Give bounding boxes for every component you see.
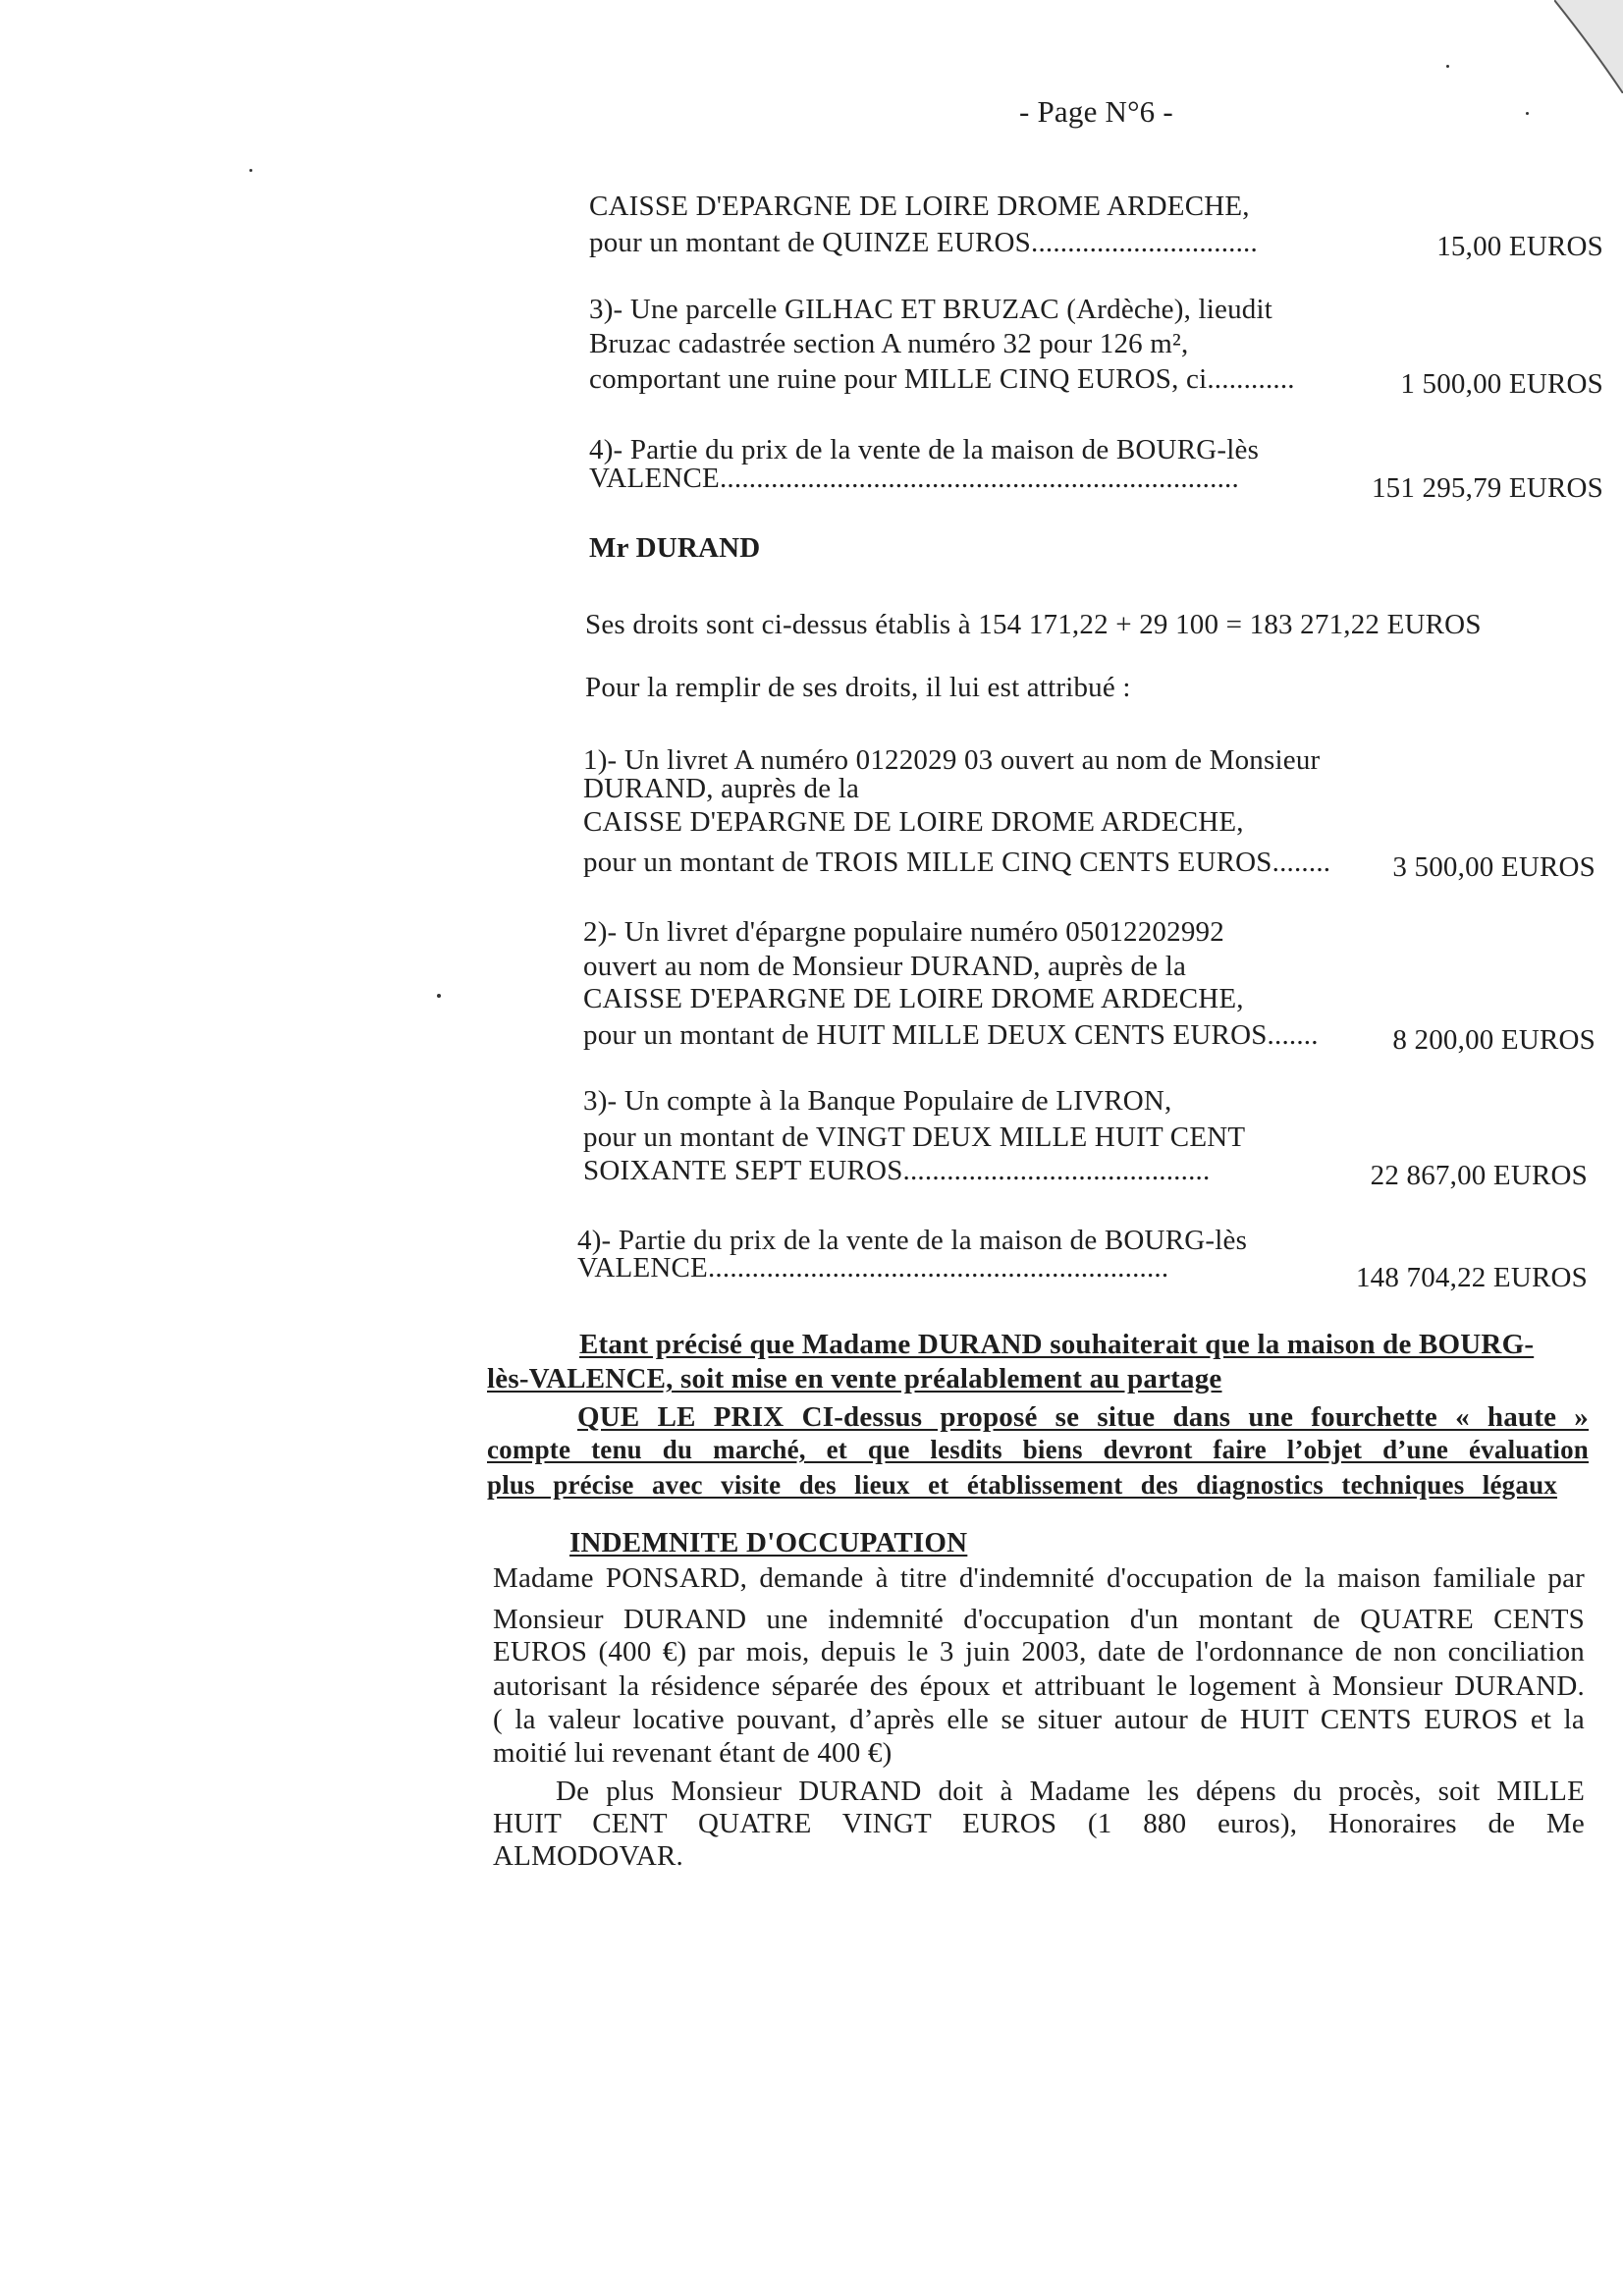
scan-speck <box>1526 112 1529 115</box>
note-line: QUE LE PRIX CI-dessus proposé se situe dans une fourchette « haute » <box>577 1401 1589 1433</box>
item-line: comportant une ruine pour MILLE CINQ EUROS, ci............ <box>589 363 1295 395</box>
attribution-line: Pour la remplir de ses droits, il lui est attribué : <box>585 672 1131 703</box>
amount-value: 151 295,79 EUROS <box>1371 472 1603 504</box>
paragraph-line: ALMODOVAR. <box>493 1840 684 1872</box>
paragraph-line: moitié lui revenant étant de 400 €) <box>493 1737 893 1769</box>
amount-value: 22 867,00 EUROS <box>1370 1160 1588 1191</box>
page-number: - Page N°6 - <box>1019 94 1173 129</box>
section-heading: Mr DURAND <box>589 532 761 564</box>
bank-name: CAISSE D'EPARGNE DE LOIRE DROME ARDECHE, <box>589 191 1250 222</box>
note-line: lès-VALENCE, soit mise en vente préalablement au partage <box>487 1363 1222 1394</box>
note-line: plus précise avec visite des lieux et établissement des diagnostics techniques légaux <box>487 1470 1557 1500</box>
amount-value: 15,00 EUROS <box>1436 231 1603 262</box>
paragraph-line: Monsieur DURAND une indemnité d'occupation d'un montant de QUATRE CENTS <box>493 1604 1585 1635</box>
paragraph-line: EUROS (400 €) par mois, depuis le 3 juin 2003, date de l'ordonnance de non conciliation <box>493 1636 1585 1667</box>
item-line: CAISSE D'EPARGNE DE LOIRE DROME ARDECHE, <box>583 983 1244 1014</box>
item-line: 3)- Une parcelle GILHAC ET BRUZAC (Ardèche), lieudit <box>589 294 1272 325</box>
paragraph-line: autorisant la résidence séparée des époux et attribuant le logement à Monsieur DURAND. <box>493 1670 1585 1702</box>
rights-line: Ses droits sont ci-dessus établis à 154 171,22 + 29 100 = 183 271,22 EUROS <box>585 609 1482 640</box>
note-line: compte tenu du marché, et que lesdits biens devront faire l’objet d’une évaluation <box>487 1435 1589 1464</box>
item-line: CAISSE D'EPARGNE DE LOIRE DROME ARDECHE, <box>583 806 1244 838</box>
scan-speck <box>249 169 252 172</box>
item-line: 2)- Un livret d'épargne populaire numéro 05012202992 <box>583 916 1224 948</box>
amount-value: 3 500,00 EUROS <box>1392 851 1596 883</box>
item-line: pour un montant de TROIS MILLE CINQ CENTS EUROS........ <box>583 847 1331 878</box>
item-line: pour un montant de HUIT MILLE DEUX CENTS EUROS....... <box>583 1019 1319 1051</box>
amount-line: pour un montant de QUINZE EUROS............................... <box>589 227 1258 258</box>
paragraph-line: HUIT CENT QUATRE VINGT EUROS (1 880 euros), Honoraires de Me <box>493 1808 1585 1839</box>
item-line: VALENCE....................................................................... <box>589 463 1239 494</box>
item-line: Bruzac cadastrée section A numéro 32 pour 126 m², <box>589 328 1189 359</box>
item-line: pour un montant de VINGT DEUX MILLE HUIT CENT <box>583 1121 1246 1153</box>
paragraph-line: De plus Monsieur DURAND doit à Madame les dépens du procès, soit MILLE <box>556 1776 1585 1807</box>
item-line: 3)- Un compte à la Banque Populaire de LIVRON, <box>583 1085 1172 1117</box>
paragraph-line: ( la valeur locative pouvant, d’après elle se situer autour de HUIT CENTS EUROS et la <box>493 1704 1585 1735</box>
note-line: Etant précisé que Madame DURAND souhaiterait que la maison de BOURG- <box>579 1329 1535 1360</box>
amount-value: 148 704,22 EUROS <box>1355 1262 1588 1293</box>
item-line: VALENCE............................................................... <box>577 1252 1169 1284</box>
item-line: DURAND, auprès de la <box>583 773 860 804</box>
section-heading: INDEMNITE D'OCCUPATION <box>569 1527 968 1558</box>
amount-value: 1 500,00 EUROS <box>1400 368 1603 400</box>
item-line: ouvert au nom de Monsieur DURAND, auprès de la <box>583 951 1187 982</box>
item-line: SOIXANTE SEPT EUROS.......................................... <box>583 1155 1211 1186</box>
item-line: 1)- Un livret A numéro 0122029 03 ouvert au nom de Monsieur <box>583 744 1321 776</box>
scan-speck <box>437 994 441 998</box>
item-line: 4)- Partie du prix de la vente de la maison de BOURG-lès <box>589 434 1260 465</box>
amount-value: 8 200,00 EUROS <box>1392 1024 1596 1056</box>
item-line: 4)- Partie du prix de la vente de la maison de BOURG-lès <box>577 1225 1248 1256</box>
folded-corner-mark <box>1554 0 1623 93</box>
paragraph-line: Madame PONSARD, demande à titre d'indemnité d'occupation de la maison familiale par <box>493 1562 1585 1594</box>
scan-speck <box>1446 65 1449 68</box>
